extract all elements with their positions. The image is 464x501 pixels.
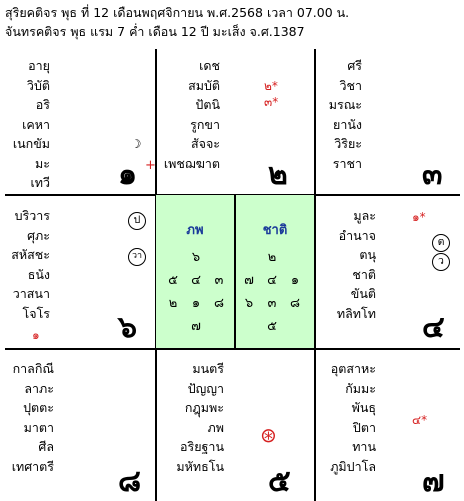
house-1-number: ๑ <box>118 157 138 192</box>
center-num: ๕ <box>267 319 277 334</box>
house-label: ตนุ <box>359 247 376 262</box>
center-title-bhop: ภพ <box>186 223 204 238</box>
center-divider <box>234 195 236 348</box>
house-label: ภพ <box>207 419 224 435</box>
house-label: ธนัง <box>27 266 50 282</box>
center-num: ๒ <box>267 250 277 265</box>
house-label: ราชา <box>332 155 362 171</box>
center-num: ๔ <box>191 273 201 288</box>
house-label: วิชา <box>339 77 362 93</box>
house-label: อริยฐาน <box>179 439 224 454</box>
house-2-planet-1: ๒* <box>264 79 278 93</box>
house-label: ขันติ <box>350 286 376 301</box>
house-1-mark: + <box>145 158 156 173</box>
house-label: วิริยะ <box>334 136 362 151</box>
house-label: เพชฌฆาต <box>163 155 220 171</box>
house-label: มาตา <box>23 419 54 435</box>
house-label: ปุตตะ <box>23 400 54 415</box>
lunar-date-line: จันทรคติจร พุธ แรม 7 ค่ำ เดือน 12 ปี มะเส็ง จ.ศ.1387 <box>5 24 305 39</box>
planet-circle-icon: ป <box>128 212 146 230</box>
house-label: กฎุมพะ <box>184 400 224 415</box>
center-num: ๓ <box>214 273 224 288</box>
house-7-labels <box>320 359 376 476</box>
house-6-red-label: ๑ <box>32 328 40 342</box>
house-label: ศุภะ <box>27 227 50 243</box>
house-label: เทศาตรี <box>11 458 54 474</box>
house-3-number: ๓ <box>422 157 443 192</box>
house-label: ยานัง <box>333 116 362 132</box>
house-5-number: ๕ <box>268 464 291 499</box>
planet-circle-icon: ต <box>432 234 450 252</box>
center-num: ๗ <box>191 319 201 334</box>
center-num: ๗ <box>244 273 254 288</box>
house-8-number: ๘ <box>118 464 142 499</box>
grid-horizontal-bottom <box>5 348 460 350</box>
house-label: มนตรี <box>192 361 224 376</box>
house-7-planet-1: ๔* <box>412 413 428 427</box>
house-label: สัจจะ <box>191 136 220 151</box>
center-num: ๖ <box>191 250 201 265</box>
center-num: ๑ <box>290 273 300 288</box>
house-3-labels <box>320 56 362 173</box>
house-label: เดช <box>199 58 220 73</box>
house-8-labels <box>10 359 54 476</box>
house-7-number: ๗ <box>422 464 445 499</box>
center-num: ๘ <box>289 296 301 311</box>
house-label: ปัตนิ <box>195 97 220 112</box>
center-num: ๑ <box>191 296 201 311</box>
house-label: เคหา <box>22 116 50 132</box>
house-6-labels <box>10 206 50 323</box>
planet-circle-icon: ว <box>432 253 450 271</box>
house-label: เนกขัมมะ <box>12 136 50 171</box>
house-label: มหัทธโน <box>176 458 224 474</box>
house-4-planet-1: ๑* <box>412 210 426 224</box>
house-label: ปิตา <box>352 419 376 435</box>
solar-date-line: สุริยคติจร พุธ ที่ 12 เดือนพฤศจิกายน พ.ศ.2568 เวลา 07.00 น. <box>5 5 350 20</box>
house-label: มรณะ <box>328 97 362 112</box>
grid-vertical-right <box>314 49 316 501</box>
house-label: ปัญญา <box>187 380 224 396</box>
house-label: วาสนา <box>12 286 50 301</box>
house-label: สมบัติ <box>188 77 220 93</box>
center-num: ๔ <box>267 273 277 288</box>
house-2-planet-2: ๓* <box>264 95 279 109</box>
house-6-number: ๖ <box>118 310 138 345</box>
house-4-labels <box>320 206 376 323</box>
center-num: ๕ <box>168 273 178 288</box>
star-circle-icon: ⊛ <box>260 423 277 447</box>
house-label: โจโร <box>22 305 50 321</box>
house-label: ภูมิปาโล <box>330 458 376 474</box>
house-label: มูละ <box>353 208 376 223</box>
house-label: พันธุ <box>351 400 376 415</box>
house-label: อำนาจ <box>338 227 376 243</box>
house-label: กัมมะ <box>345 380 376 396</box>
house-label: รูกขา <box>190 116 220 132</box>
house-label: สหัสชะ <box>11 247 50 262</box>
house-label: บริวาร <box>14 208 50 223</box>
house-label: ศรี <box>347 58 362 73</box>
house-label: เทวี <box>30 175 50 190</box>
house-label: อริ <box>35 97 50 112</box>
center-num: ๖ <box>244 296 254 311</box>
center-num: ๓ <box>267 296 277 311</box>
planet-circle-icon: วา <box>128 248 146 266</box>
center-num: ๒ <box>168 296 178 311</box>
house-label: ชาติ <box>352 266 376 282</box>
center-title-chati: ชาติ <box>262 223 288 238</box>
house-label: ศีล <box>38 439 54 454</box>
house-1-labels <box>10 56 50 193</box>
house-label: ทาน <box>352 439 376 454</box>
house-label: อายุ <box>28 58 50 73</box>
house-5-labels <box>160 359 224 476</box>
center-num: ๘ <box>213 296 225 311</box>
house-label: วิบัติ <box>26 77 50 93</box>
house-4-number: ๔ <box>422 310 445 345</box>
house-2-number: ๒ <box>268 157 288 192</box>
house-label: ทลิทโท <box>336 305 376 321</box>
house-label: กาลกิณี <box>12 361 54 376</box>
house-2-labels <box>160 56 220 173</box>
moon-icon: ☽ <box>127 137 145 155</box>
house-label: ลาภะ <box>24 380 54 396</box>
house-label: อุตสาหะ <box>330 361 376 376</box>
